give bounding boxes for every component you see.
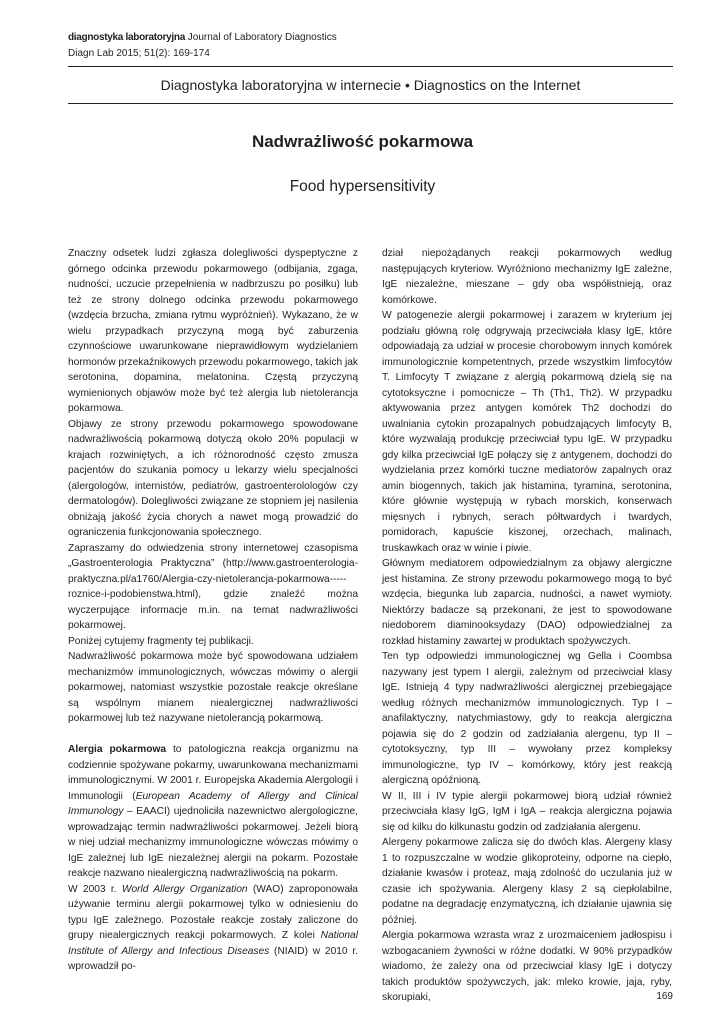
journal-name-polish: diagnostyka laboratoryjna bbox=[68, 32, 185, 43]
article-title-polish: Nadwrażliwość pokarmowa bbox=[251, 132, 474, 151]
paragraph: Zapraszamy do odwiedzenia strony internetowej czasopisma „Gastroenterologia Praktyczna” (http://www.gastroenterologia-praktyczna.pl/a1760/Alergia-czy-nietolerancja-pokarmowa-----roznice-i-podobienstwa.html), gdzie znaleźć można wyczerpujące informacje m.in. na temat nadwrażliwości pokarmowej. bbox=[68, 542, 358, 631]
text-run: (NIAID) w 2010 r. wprowadził po- bbox=[68, 945, 358, 972]
text-run: to patologiczna reakcja organizmu na codziennie spożywane pokarmy, uwarunkowana mechanizmami immunologicznymi. W 2001 r. Europejska Akademia Alergologii i Immunologii ( bbox=[68, 744, 359, 802]
paragraph: Alergeny pokarmowe zalicza się do dwóch klas. Alergeny klasy 1 to rozpuszczalne w wodzie glikoproteiny, odporne na ciepło, działanie kwasów i proteaz, mają zdolność do uczulania już w czasie ich spożywania. Alergeny klasy 2 są ciepłolabilne, podatne na degradację enzymatyczną, ich działanie ujawnia się później. bbox=[382, 837, 672, 926]
paragraph: Nadwrażliwość pokarmowa może być spowodowana udziałem mechanizmów immunologicznych, wówczas mówimy o alergii pokarmowej, natomiast wszystkie pozostałe reakcje określane są wspólnym mianem niealergicznej nadwrażliwości pokarmowej lub też nazywane nietolerancją pokarmową. bbox=[68, 651, 358, 724]
paragraph: Alergia pokarmowa wzrasta wraz z urozmaiceniem jadłospisu i wzbogacaniem żywności w różne dodatki. W 90% przypadków wiadomo, że zależy ona od przeciwciał klasy IgE i dotyczy takich produktów spożywczych, jak: mleko krowie, jaja, ryby, skorupiaki, bbox=[382, 930, 672, 1003]
right-text-column bbox=[382, 246, 672, 1006]
defined-term: Alergia pokarmowa bbox=[68, 744, 167, 755]
italic-org-name: National Institute of Allergy and Infectious Diseases bbox=[68, 930, 358, 957]
paragraph: Ten typ odpowiedzi immunologicznej wg Gella i Coombsa nazywany jest typem I alergii, zależnym od przeciwciał klasy IgE. Istnieją 4 typy nadwrażliwości alergicznej przebiegające według różnych mechanizmów immunologicznych. Typ I – anafilaktyczny, natychmiastowy, gdy to reakcja alergiczna pojawia się do 2 godzin od zadziałania alergenu, typ II – cytotoksyczny, typ III – wywołany przez kompleksy immunologiczne, typ IV – komórkowy, który jest reakcją alergiczną opóźnioną. bbox=[382, 651, 672, 786]
paragraph-wao bbox=[68, 882, 358, 975]
left-text-column bbox=[68, 246, 358, 975]
paragraph: Znaczny odsetek ludzi zgłasza dolegliwości dyspeptyczne z górnego odcinka przewodu pokarmowego (odbijania, zgaga, nudności, uczucie przepełnienia w nadbrzuszu po posiłku) lub też ze strony dolnego odcinka przewodu pokarmowego (wzdęcia brzucha, zmiana rytmu wypróżnień). Wykazano, że w wielu przypadkach przyczyną mogą być zaburzenia czynnościowe uwarunkowane nieprawidłowym wydzielaniem hormonów przekaźnikowych przewodu pokarmowego, takich jak serotonina, dopamina, melatonina. Częstą przyczyną wymienionych objawów może być też alergia lub nietolerancja pokarmowa. bbox=[68, 248, 358, 414]
journal-name-english: Journal of Laboratory Diagnostics bbox=[187, 32, 337, 43]
text-run: (WAO) zaproponowała używanie terminu alergii pokarmowej tylko w odniesieniu do typu IgE zależnego. Pozostałe reakcje zostały zaliczone do grupy niealergicznych reakcji pokarmowych. Z kolei bbox=[68, 883, 358, 941]
text-run: – EAACI) ujednoliciła nazewnictwo alergologiczne, wprowadzając termin nadwrażliwości pokarmowej. Jeżeli biorą w niej udział mechanizmy immunologiczne wówczas mówimy o IgE zależnej lub IgE niezależnej alergii na pokarm. Pozostałe reakcje nazwano niealergiczną nadwrażliwością na pokarm. bbox=[68, 806, 358, 879]
paragraph: Objawy ze strony przewodu pokarmowego spowodowane nadwrażliwością pokarmową dotyczą około 20% populacji w krajach rozwiniętych, a ich różnorodność często zmusza pacjentów do szukania pomocy u lekarzy wielu specjalności (alergologów, internistów, pediatrów, gastroenterolologów czy dermatologów). Dolegliwości związane ze stopniem jej nasilenia obniżają jakość życia chorych a nawet mogą prowadzić do ograniczenia funkcjonowania społecznego. bbox=[68, 418, 358, 538]
journal-citation: Diagn Lab 2015; 51(2): 169-174 bbox=[68, 48, 210, 59]
italic-org-name: World Allergy Organization bbox=[121, 883, 248, 895]
paragraph-food-allergy-definition bbox=[68, 742, 358, 882]
italic-org-name: European Academy of Allergy and Clinical Immunology bbox=[68, 790, 358, 817]
paragraph: W patogenezie alergii pokarmowej i zarazem w kryterium jej podziału główną rolę odgrywają przeciwciała klasy IgE, które odpowiadają za udział w procesie chorobowym innych komórek immunologicznie kompetentnych, przede wszystkim limfocytów T. Limfocyty T związane z alergią pokarmową dzielą się na cytotoksyczne i pomocnicze – Th (Th1, Th2). W przypadku aktywowania przez antygen komórek Th2 dochodzi do uwalniania cytokin prozapalnych pobudzających limfocyty B, które wyzwalają produkcję przeciwciał typu IgE. W przypadku gdy kilka przeciwciał IgE połączy się z antygenem, dochodzi do wydzielania przez komórki tuczne mediatorów zapalnych oraz amin biogennych, takich jak histamina, tyramina, serotonina, które głównie występują w rybach morskich, konserwach mięsnych i rybnych, serach półtwardych i twardych, pomidorach, kapuście kiszonej, orzechach, malinach, truskawkach oraz w winie i piwie. bbox=[382, 310, 672, 554]
journal-name-line bbox=[68, 30, 337, 46]
section-heading: Diagnostyka laboratoryjna w internecie • Diagnostics on the Internet bbox=[68, 66, 673, 104]
text-run: W 2003 r. bbox=[68, 883, 122, 895]
paragraph: Poniżej cytujemy fragmenty tej publikacji. bbox=[68, 635, 254, 647]
article-title-english: Food hypersensitivity bbox=[289, 178, 436, 195]
paragraph: W II, III i IV typie alergii pokarmowej biorą udział również przeciwciała klasy IgG, IgM i IgA – reakcja alergiczna pojawia się od kilku do kilkunastu godzin od zadziałania alergenu. bbox=[382, 790, 672, 833]
page-number: 169 bbox=[656, 991, 673, 1002]
paragraph: Głównym mediatorem odpowiedzialnym za objawy alergiczne jest histamina. Ze strony przewodu pokarmowego mogą to być wzdęcia, biegunka lub zaparcia, nudności, a nawet wymioty. Niektórzy badacze są przekonani, że jest to spowodowane niedoborem diaminooksydazy (DAO) odpowiedzialnej za rozkład histaminy zawartej w produktach spożywczych. bbox=[382, 558, 672, 647]
paragraph: dział niepożądanych reakcji pokarmowych według następujących kryteriow. Wyróżniono mechanizmy IgE zależne, IgE niezależne, mieszane – gdy oba współistnieją, oraz komórkowe. bbox=[382, 248, 672, 306]
journal-masthead bbox=[68, 30, 337, 62]
